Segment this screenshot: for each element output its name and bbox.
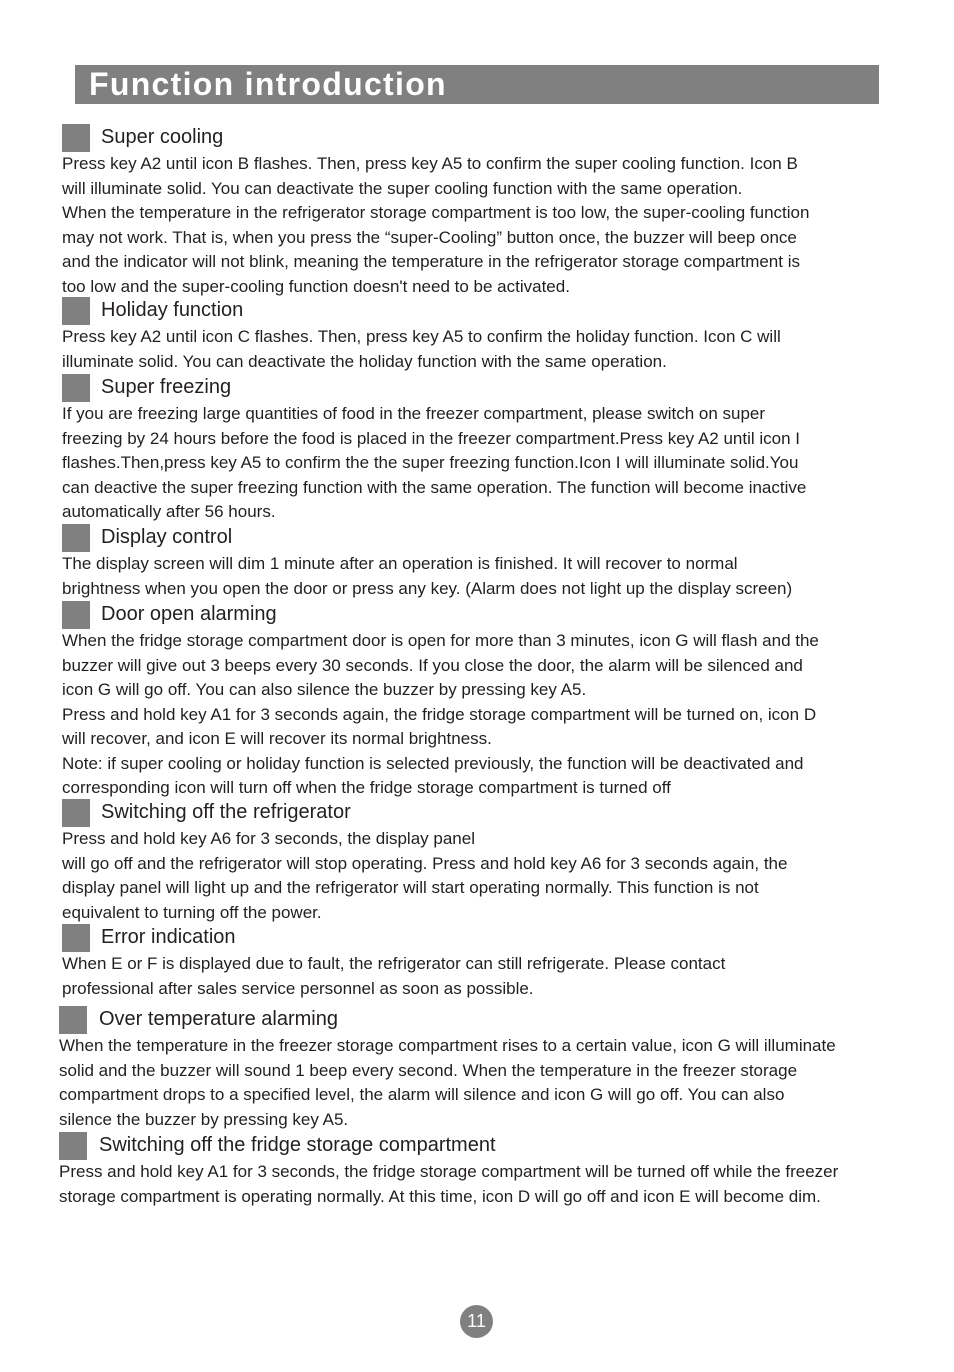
section-marker-square: [62, 524, 90, 552]
section-heading: [62, 601, 892, 629]
paragraph-line: The display screen will dim 1 minute after an operation is finished. It will recover to normal: [62, 554, 738, 573]
paragraph-line: Press key A2 until icon B flashes. Then, press key A5 to confirm the super cooling function. Icon B: [62, 154, 798, 173]
section-heading-label: Switching off the fridge storage compartment: [99, 1134, 496, 1156]
section-heading: [62, 924, 892, 952]
paragraph-line: Press and hold key A1 for 3 seconds again, the fridge storage compartment will be turned on, icon D: [62, 704, 817, 724]
paragraph-line: equivalent to turning off the power.: [62, 902, 322, 922]
paragraph-line: automatically after 56 hours.: [62, 502, 276, 521]
paragraph-line: and the indicator will not blink, meaning the temperature in the refrigerator storage compartment is: [62, 252, 800, 271]
paragraph-line: icon G will go off. You can also silence the buzzer by pressing key A5.: [62, 680, 587, 699]
section-paragraph: [62, 325, 892, 374]
page-title: Function introduction: [89, 66, 447, 102]
page-number-badge: 11: [460, 1305, 493, 1338]
section-marker-square: [62, 374, 90, 402]
section-display-control: [62, 524, 892, 601]
paragraph-line: flashes.Then,press key A5 to confirm the the super freezing function.Icon I will illuminate solid.You: [62, 453, 799, 472]
paragraph-line: Press and hold key A1 for 3 seconds, the fridge storage compartment will be turned off while the freezer: [59, 1162, 839, 1181]
paragraph-line: storage compartment is operating normally. At this time, icon D will go off and icon E will become dim.: [59, 1186, 821, 1206]
section-marker-square: [62, 297, 90, 325]
section-marker-square: [62, 124, 90, 152]
section-paragraph: [62, 703, 892, 752]
section-switching-off-the-fridge-storage-compartment: [59, 1132, 889, 1209]
section-heading: [62, 374, 892, 402]
section-door-open-alarming: [62, 601, 892, 801]
paragraph-line: will recover, and icon E will recover its normal brightness.: [62, 729, 492, 748]
paragraph-line: may not work. That is, when you press the “super-Cooling” button once, the buzzer will beep once: [62, 227, 797, 247]
paragraph-line: can deactive the super freezing function with the same operation. The function will become inactive: [62, 477, 807, 497]
section-heading: [62, 524, 892, 552]
section-body: [62, 552, 892, 601]
paragraph-line: When the fridge storage compartment door is open for more than 3 minutes, icon G will flash and the: [62, 631, 819, 650]
section-heading-label: Super freezing: [101, 376, 232, 398]
paragraph-line: When the temperature in the refrigerator storage compartment is too low, the super-cooling function: [62, 203, 810, 222]
paragraph-line: When E or F is displayed due to fault, the refrigerator can still refrigerate. Please contact: [62, 954, 726, 973]
section-paragraph: [59, 1034, 889, 1132]
section-body: [62, 629, 892, 801]
section-body: [62, 952, 892, 1001]
section-marker-square: [62, 924, 90, 952]
section-marker-square: [62, 799, 90, 827]
paragraph-line: buzzer will give out 3 beeps every 30 seconds. If you close the door, the alarm will be silenced and: [62, 655, 803, 675]
title-bar: [75, 65, 879, 104]
paragraph-line: will go off and the refrigerator will stop operating. Press and hold key A6 for 3 seconds again, the: [62, 853, 788, 873]
section-paragraph: [62, 402, 892, 525]
section-body: [59, 1034, 889, 1132]
section-heading: [59, 1132, 889, 1160]
section-marker-square: [59, 1006, 87, 1034]
section-heading-label: Switching off the refrigerator: [101, 801, 351, 823]
section-paragraph: [62, 201, 892, 299]
paragraph-line: brightness when you open the door or press any key. (Alarm does not light up the display screen): [62, 578, 793, 598]
section-error-indication: [62, 924, 892, 1001]
section-switching-off-the-refrigerator: [62, 799, 892, 925]
section-paragraph: [62, 952, 892, 1001]
section-over-temperature-alarming: [59, 1006, 889, 1132]
paragraph-line: compartment drops to a specified level, the alarm will silence and icon G will go off. You can also: [59, 1085, 785, 1104]
paragraph-line: will illuminate solid. You can deactivate the super cooling function with the same operation.: [62, 178, 743, 198]
paragraph-line: solid and the buzzer will sound 1 beep every second. When the temperature in the freezer storage: [59, 1060, 798, 1080]
paragraph-line: If you are freezing large quantities of food in the freezer compartment, please switch on super: [62, 404, 766, 423]
section-paragraph: [62, 852, 892, 926]
section-body: [62, 325, 892, 374]
paragraph-line: When the temperature in the freezer storage compartment rises to a certain value, icon G will illuminate: [59, 1036, 836, 1055]
paragraph-line: professional after sales service personnel as soon as possible.: [62, 978, 534, 998]
paragraph-line: display panel will light up and the refrigerator will start operating normally. This function is not: [62, 878, 759, 897]
section-heading: [62, 799, 892, 827]
paragraph-line: Press key A2 until icon C flashes. Then, press key A5 to confirm the holiday function. Icon C will: [62, 327, 781, 346]
paragraph-line: too low and the super-cooling function doesn't need to be activated.: [62, 276, 570, 296]
section-heading: [62, 297, 892, 325]
section-body: [62, 827, 892, 925]
section-paragraph: [62, 827, 892, 852]
paragraph-line: Press and hold key A6 for 3 seconds, the display panel: [62, 829, 475, 848]
section-heading-label: Super cooling: [101, 126, 224, 148]
section-body: [62, 152, 892, 299]
paragraph-line: corresponding icon will turn off when the fridge storage compartment is turned off: [62, 778, 671, 797]
section-heading-label: Door open alarming: [101, 603, 277, 625]
section-body: [59, 1160, 889, 1209]
paragraph-line: illuminate solid. You can deactivate the holiday function with the same operation.: [62, 351, 667, 371]
section-heading-label: Over temperature alarming: [99, 1008, 338, 1030]
section-heading: [59, 1006, 889, 1034]
paragraph-line: silence the buzzer by pressing key A5.: [59, 1109, 349, 1129]
section-holiday-function: [62, 297, 892, 374]
section-body: [62, 402, 892, 525]
section-super-freezing: [62, 374, 892, 525]
section-heading-label: Holiday function: [101, 299, 244, 321]
section-heading: [62, 124, 892, 152]
section-heading-label: Error indication: [101, 926, 236, 948]
section-paragraph: [62, 552, 892, 601]
section-paragraph: [62, 752, 892, 801]
section-paragraph: [59, 1160, 889, 1209]
paragraph-line: freezing by 24 hours before the food is placed in the freezer compartment.Press key A2 until icon I: [62, 428, 801, 448]
paragraph-line: Note: if super cooling or holiday function is selected previously, the function will be deactivated and: [62, 753, 804, 773]
section-super-cooling: [62, 124, 892, 299]
section-marker-square: [59, 1132, 87, 1160]
section-marker-square: [62, 601, 90, 629]
section-heading-label: Display control: [101, 526, 233, 548]
section-paragraph: [62, 629, 892, 703]
section-paragraph: [62, 152, 892, 201]
